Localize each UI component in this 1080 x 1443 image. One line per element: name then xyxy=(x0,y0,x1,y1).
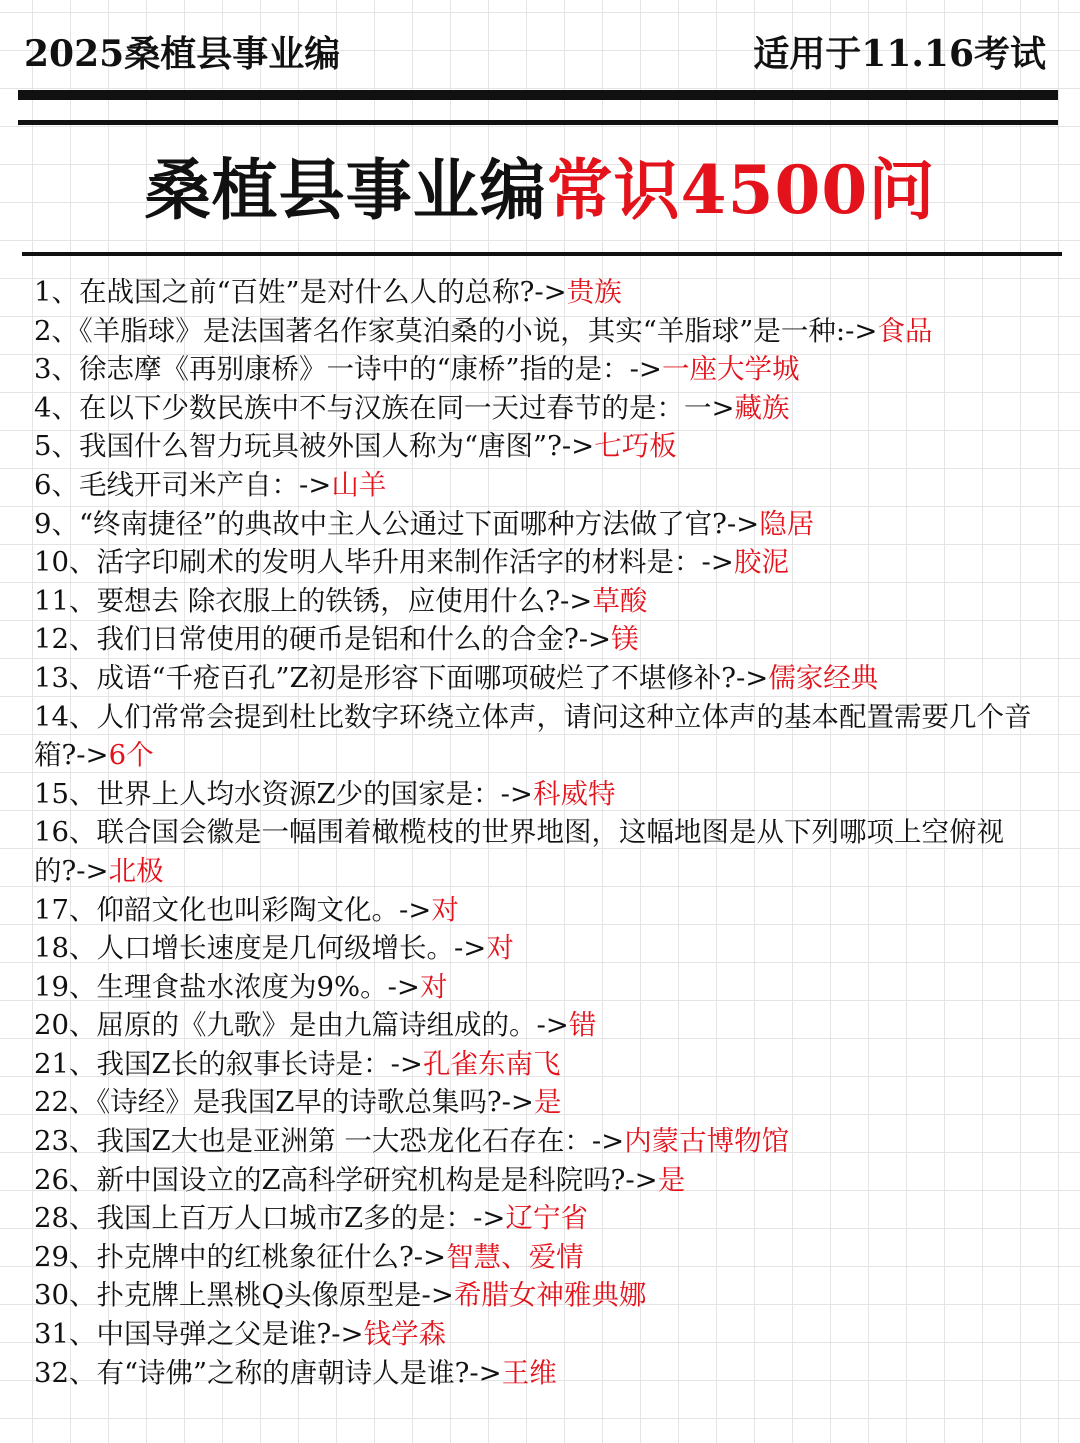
item-question: 人们常常会提到杜比数字环绕立体声，请问这种立体声的基本配置需要几个音箱?-> xyxy=(34,700,1032,772)
list-item xyxy=(34,1122,1044,1161)
item-question: 在以下少数民族中不与汉族在同一天过春节的是：一> xyxy=(79,391,735,424)
item-answer: 北极 xyxy=(108,854,164,887)
item-question: 屈原的《九歌》是由九篇诗组成的。-> xyxy=(96,1009,569,1042)
item-number: 21、 xyxy=(34,1047,97,1080)
item-question: “终南捷径”的典故中主人公通过下面哪种方法做了官?-> xyxy=(79,507,760,540)
item-question: 毛线开司米产自：-> xyxy=(79,468,332,501)
item-answer: 镁 xyxy=(611,623,639,656)
item-number: 5、 xyxy=(34,430,79,463)
list-item xyxy=(34,312,1044,351)
item-question: 我国Z长的叙事长诗是：-> xyxy=(96,1047,423,1080)
list-item xyxy=(34,1354,1044,1393)
item-number: 4、 xyxy=(34,391,79,424)
item-number: 6、 xyxy=(34,468,79,501)
title-divider xyxy=(22,252,1062,256)
item-question: 在战国之前“百姓”是对什么人的总称?-> xyxy=(79,276,567,308)
item-number: 28、 xyxy=(34,1202,97,1235)
item-answer: 食品 xyxy=(877,314,933,347)
item-number: 10、 xyxy=(34,546,97,579)
item-question: 扑克牌上黑桃Q头像原型是-> xyxy=(96,1279,454,1312)
item-answer: 儒家经典 xyxy=(768,661,879,694)
item-question: 扑克牌中的红桃象征什么?-> xyxy=(96,1240,447,1273)
item-answer: 孔雀东南飞 xyxy=(422,1047,561,1080)
list-item xyxy=(34,1006,1044,1045)
item-question: 我国上百万人口城市Z多的是：-> xyxy=(96,1202,506,1235)
list-item xyxy=(34,891,1044,930)
item-number: 29、 xyxy=(34,1240,97,1273)
item-question: 联合国会徽是一幅围着橄榄枝的世界地图，这幅地图是从下列哪项上空俯视的?-> xyxy=(34,816,1004,887)
item-question: 我国什么智力玩具被外国人称为“唐图”?-> xyxy=(79,430,595,463)
list-item xyxy=(34,698,1044,775)
top-header xyxy=(0,0,1080,96)
list-item xyxy=(34,466,1044,505)
item-answer: 藏族 xyxy=(734,391,790,424)
item-question: 新中国设立的Z高科学研究机构是是科院吗?-> xyxy=(96,1163,658,1196)
item-number: 2、 xyxy=(34,314,79,347)
item-answer: 科威特 xyxy=(532,777,616,810)
item-question: 《诗经》是我国Z早的诗歌总集吗?-> xyxy=(96,1086,534,1119)
item-answer: 对 xyxy=(486,932,514,965)
item-question: 徐志摩《再别康桥》一诗中的“康桥”指的是：-> xyxy=(79,353,662,386)
list-item xyxy=(34,582,1044,621)
item-number: 18、 xyxy=(34,932,97,965)
item-answer: 山羊 xyxy=(331,468,387,501)
list-item xyxy=(34,1045,1044,1084)
list-item xyxy=(34,968,1044,1007)
item-number: 16、 xyxy=(34,816,97,849)
item-question: 我国Z大也是亚洲第 一大恐龙化石存在：-> xyxy=(96,1125,625,1158)
item-number: 26、 xyxy=(34,1163,97,1196)
item-number: 13、 xyxy=(34,661,97,694)
item-answer: 智慧、爱情 xyxy=(446,1240,584,1273)
item-number: 23、 xyxy=(34,1125,97,1158)
page-title-black: 桑植县事业编 xyxy=(144,151,547,229)
qa-list xyxy=(34,273,1044,1392)
item-answer: 辽宁省 xyxy=(505,1202,588,1235)
list-item xyxy=(34,659,1044,698)
item-question: 中国导弹之父是谁?-> xyxy=(96,1318,364,1351)
list-item xyxy=(34,1083,1044,1122)
item-answer: 贵族 xyxy=(566,276,622,308)
item-number: 9、 xyxy=(34,507,79,540)
item-number: 20、 xyxy=(34,1009,97,1042)
item-question: 我们日常使用的硬币是铝和什么的合金?-> xyxy=(96,623,612,656)
list-item xyxy=(34,543,1044,582)
item-question: 人口增长速度是几何级增长。-> xyxy=(96,932,487,965)
list-item xyxy=(34,427,1044,466)
list-item xyxy=(34,505,1044,544)
item-question: 生理食盐水浓度为9%。-> xyxy=(96,970,420,1003)
item-number: 30、 xyxy=(34,1279,97,1312)
list-item xyxy=(34,1276,1044,1315)
item-number: 11、 xyxy=(34,584,97,617)
item-question: 仰韶文化也叫彩陶文化。-> xyxy=(96,893,432,926)
item-number: 14、 xyxy=(34,700,97,733)
item-number: 17、 xyxy=(34,893,97,926)
item-answer: 胶泥 xyxy=(733,546,789,579)
list-item xyxy=(34,1161,1044,1200)
item-answer: 王维 xyxy=(501,1356,557,1389)
page-title xyxy=(0,142,1080,238)
item-number: 19、 xyxy=(34,970,97,1003)
item-answer: 对 xyxy=(431,893,459,926)
header-divider xyxy=(18,120,1058,125)
list-item xyxy=(34,1315,1044,1354)
header-left-text: 2025桑植县事业编 xyxy=(24,33,341,75)
item-number: 22、 xyxy=(34,1086,97,1119)
list-item xyxy=(34,389,1044,428)
list-item xyxy=(34,273,1044,312)
list-item xyxy=(34,929,1044,968)
list-item xyxy=(34,620,1044,659)
item-answer: 是 xyxy=(533,1086,562,1119)
item-number: 31、 xyxy=(34,1318,97,1351)
item-number: 12、 xyxy=(34,623,97,656)
item-answer: 隐居 xyxy=(759,507,815,540)
list-item xyxy=(34,813,1044,890)
item-answer: 钱学森 xyxy=(363,1318,447,1351)
header-divider-thick xyxy=(18,90,1058,100)
header-right-text: 适用于11.16考试 xyxy=(753,33,1046,75)
item-question: 世界上人均水资源Z少的国家是：-> xyxy=(96,777,533,810)
item-number: 3、 xyxy=(34,353,79,386)
item-answer: 七巧板 xyxy=(594,430,677,463)
item-number: 15、 xyxy=(34,777,97,810)
item-question: 要想去 除衣服上的铁锈，应使用什么?-> xyxy=(96,584,593,617)
item-answer: 6个 xyxy=(108,739,154,772)
item-question: 有“诗佛”之称的唐朝诗人是谁?-> xyxy=(96,1356,502,1389)
item-answer: 内蒙古博物馆 xyxy=(624,1125,790,1158)
list-item xyxy=(34,1238,1044,1277)
item-answer: 草酸 xyxy=(592,584,648,617)
item-answer: 是 xyxy=(657,1163,686,1196)
list-item xyxy=(34,775,1044,814)
item-answer: 对 xyxy=(419,970,448,1003)
page-title-red: 常识4500问 xyxy=(546,151,936,229)
item-question: 《羊脂球》是法国著名作家莫泊桑的小说，其实“羊脂球”是一种:-> xyxy=(79,314,878,347)
item-answer: 一座大学城 xyxy=(661,353,800,386)
item-number: 1、 xyxy=(34,276,79,308)
item-question: 活字印刷术的发明人毕升用来制作活字的材料是：-> xyxy=(96,546,734,579)
item-number: 32、 xyxy=(34,1356,97,1389)
item-answer: 希腊女神雅典娜 xyxy=(453,1279,647,1312)
item-question: 成语“千疮百孔”Z初是形容下面哪项破烂了不堪修补?-> xyxy=(96,661,769,694)
list-item xyxy=(34,350,1044,389)
list-item xyxy=(34,1199,1044,1238)
item-answer: 错 xyxy=(568,1009,597,1042)
